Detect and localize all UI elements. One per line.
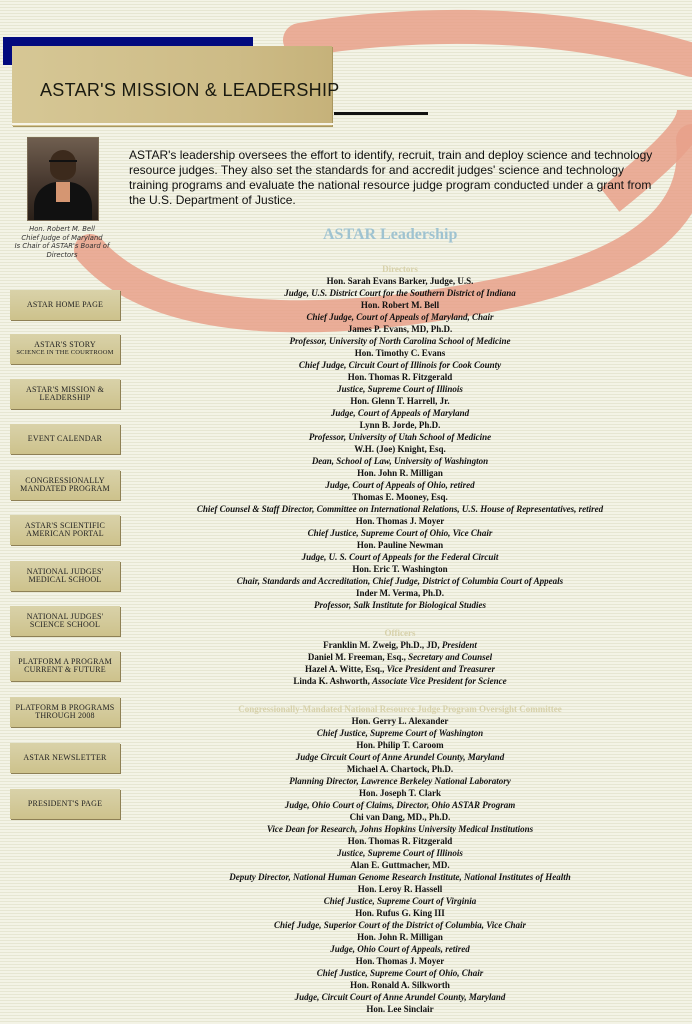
nav-medical-school[interactable]: NATIONAL JUDGES' MEDICAL SCHOOL xyxy=(10,561,120,591)
nav-platform-a[interactable]: PLATFORM A PROGRAM CURRENT & FUTURE xyxy=(10,651,120,681)
member-name: Hon. Thomas R. Fitzgerald xyxy=(347,372,453,382)
member-title: Judge, Circuit Court of Anne Arundel County, Maryland xyxy=(294,992,506,1002)
officers-label: Officers xyxy=(384,628,416,638)
officer-title: Secretary and Counsel xyxy=(408,652,493,662)
member-title: Vice Dean for Research, Johns Hopkins University Medical Institutions xyxy=(266,824,534,834)
member-name: Lynn B. Jorde, Ph.D. xyxy=(359,420,441,430)
committee-label: Congressionally-Mandated National Resource Judge Program Oversight Committee xyxy=(238,704,562,714)
member-name: Hon. Thomas R. Fitzgerald xyxy=(347,836,453,846)
member-title: Professor, University of Utah School of Medicine xyxy=(308,432,492,442)
member-name: Hon. Thomas J. Moyer xyxy=(355,956,445,966)
member-name: Thomas E. Mooney, Esq. xyxy=(352,492,448,502)
member-name: W.H. (Joe) Knight, Esq. xyxy=(354,444,446,454)
nav-science-school[interactable]: NATIONAL JUDGES' SCIENCE SCHOOL xyxy=(10,606,120,636)
directors-list xyxy=(150,275,650,611)
committee-list xyxy=(150,715,650,1015)
caption-line: Chief Judge of Maryland xyxy=(21,233,103,242)
nav-newsletter[interactable]: ASTAR NEWSLETTER xyxy=(10,743,120,773)
member-name: Hon. Pauline Newman xyxy=(356,540,444,550)
nav-astar-story[interactable]: ASTAR'S STORY SCIENCE IN THE COURTROOM xyxy=(10,334,120,364)
caption-line: Hon. Robert M. Bell xyxy=(29,225,95,233)
member-title: Chief Justice, Supreme Court of Virginia xyxy=(323,896,477,906)
nav-mission-leadership[interactable]: ASTAR'S MISSION & LEADERSHIP xyxy=(10,379,120,409)
member-name: Hon. Gerry L. Alexander xyxy=(351,716,449,726)
intro-paragraph: ASTAR's leadership oversees the effort to identify, recruit, train and deploy science and technology resource judges. They also set the standards for and accredit judges' science and technology training programs and evaluate the national resource judge program conducted under a grant from the U.S. Department of Justice. xyxy=(129,148,653,207)
member-title: Judge, Ohio Court of Claims, Director, Ohio ASTAR Program xyxy=(284,800,516,810)
member-title: Judge, U.S. District Court for the Southern District of Indiana xyxy=(284,288,516,298)
member-title: Deputy Director, National Human Genome Research Institute, National Institutes of Health xyxy=(229,872,571,882)
member-title: Judge, Ohio Court of Appeals, retired xyxy=(330,944,470,954)
portrait-collar xyxy=(56,182,70,202)
member-title: Dean, School of Law, University of Washington xyxy=(311,456,489,466)
member-title: Justice, Supreme Court of Illinois xyxy=(337,384,463,394)
member-name: Hon. Eric T. Washington xyxy=(352,564,448,574)
member-title: Judge, Court of Appeals of Ohio, retired xyxy=(325,480,475,490)
member-name: Hon. Rufus G. King III xyxy=(355,908,445,918)
member-name: Alan E. Guttmacher, MD. xyxy=(350,860,450,870)
member-title: Judge Circuit Court of Anne Arundel County, Maryland xyxy=(295,752,505,762)
officer-name: Franklin M. Zweig, Ph.D., JD, xyxy=(323,640,440,650)
page-title: ASTAR'S MISSION & LEADERSHIP xyxy=(40,80,340,100)
member-name: Hon. John R. Milligan xyxy=(357,468,443,478)
member-name: James P. Evans, MD, Ph.D. xyxy=(347,324,453,334)
member-name: Hon. Thomas J. Moyer xyxy=(355,516,445,526)
portrait-photo xyxy=(27,137,99,221)
nav-platform-b[interactable]: PLATFORM B PROGRAMS THROUGH 2008 xyxy=(10,697,120,727)
member-name: Hon. Lee Sinclair xyxy=(366,1004,434,1014)
member-name: Hon. Timothy C. Evans xyxy=(354,348,446,358)
caption-line: Is Chair of ASTAR's Board of xyxy=(14,242,110,250)
officer-row xyxy=(150,675,650,687)
nav-congressional-program[interactable]: CONGRESSIONALLY MANDATED PROGRAM xyxy=(10,470,120,500)
officer-name: Daniel M. Freeman, Esq., xyxy=(307,652,406,662)
nav-presidents-page[interactable]: PRESIDENT'S PAGE xyxy=(10,789,120,819)
officer-name: Hazel A. Witte, Esq., xyxy=(304,664,385,674)
member-title: Chief Justice, Supreme Court of Ohio, Vice Chair xyxy=(307,528,493,538)
directors-label: Directors xyxy=(382,264,418,274)
title-underline xyxy=(12,123,334,125)
caption-line: Directors xyxy=(46,250,78,259)
member-title: Chair, Standards and Accreditation, Chief Judge, District of Columbia Court of Appeals xyxy=(236,576,564,586)
officer-title: Associate Vice President for Science xyxy=(372,676,507,686)
officer-title: President xyxy=(441,640,477,650)
nav-astar-home[interactable]: ASTAR HOME PAGE xyxy=(10,290,120,320)
member-title: Chief Justice, Supreme Court of Washington xyxy=(316,728,484,738)
member-title: Chief Justice, Supreme Court of Ohio, Chair xyxy=(316,968,484,978)
member-title: Chief Judge, Superior Court of the District of Columbia, Vice Chair xyxy=(273,920,527,930)
member-name: Inder M. Verma, Ph.D. xyxy=(355,588,445,598)
portrait-glasses xyxy=(49,160,77,168)
title-underline-dark xyxy=(334,112,428,115)
member-title: Chief Judge, Circuit Court of Illinois for Cook County xyxy=(298,360,502,370)
member-title: Professor, University of North Carolina School of Medicine xyxy=(289,336,511,346)
member-title: Chief Judge, Court of Appeals of Maryland, Chair xyxy=(306,312,494,322)
member-title: Professor, Salk Institute for Biological Studies xyxy=(313,600,487,610)
officer-row xyxy=(150,651,650,663)
officer-name: Linda K. Ashworth, xyxy=(293,676,370,686)
member-name: Michael A. Chartock, Ph.D. xyxy=(346,764,454,774)
officers-list xyxy=(150,639,650,687)
officer-row xyxy=(150,663,650,675)
nav-scientific-american[interactable]: ASTAR'S SCIENTIFIC AMERICAN PORTAL xyxy=(10,515,120,545)
portrait-caption xyxy=(10,225,114,259)
member-name: Hon. Philip T. Caroom xyxy=(356,740,444,750)
member-name: Hon. Sarah Evans Barker, Judge, U.S. xyxy=(326,276,474,286)
member-title: Planning Director, Lawrence Berkeley National Laboratory xyxy=(289,776,511,786)
member-name: Hon. Robert M. Bell xyxy=(360,300,440,310)
member-name: Hon. John R. Milligan xyxy=(357,932,443,942)
member-name: Chi van Dang, MD., Ph.D. xyxy=(349,812,451,822)
officer-title: Vice President and Treasurer xyxy=(386,664,496,674)
member-name: Hon. Leroy R. Hassell xyxy=(357,884,443,894)
member-title: Judge, U. S. Court of Appeals for the Federal Circuit xyxy=(301,552,499,562)
member-title: Chief Counsel & Staff Director, Committee on International Relations, U.S. House of Representatives, retired xyxy=(196,504,604,514)
member-title: Justice, Supreme Court of Illinois xyxy=(337,848,463,858)
member-name: Hon. Ronald A. Silkworth xyxy=(350,980,450,990)
officer-row xyxy=(150,639,650,651)
section-heading: ASTAR Leadership xyxy=(323,226,458,243)
member-name: Hon. Joseph T. Clark xyxy=(359,788,441,798)
member-name: Hon. Glenn T. Harrell, Jr. xyxy=(350,396,450,406)
member-title: Judge, Court of Appeals of Maryland xyxy=(330,408,470,418)
leadership-content xyxy=(150,264,650,1015)
nav-event-calendar[interactable]: EVENT CALENDAR xyxy=(10,424,120,454)
